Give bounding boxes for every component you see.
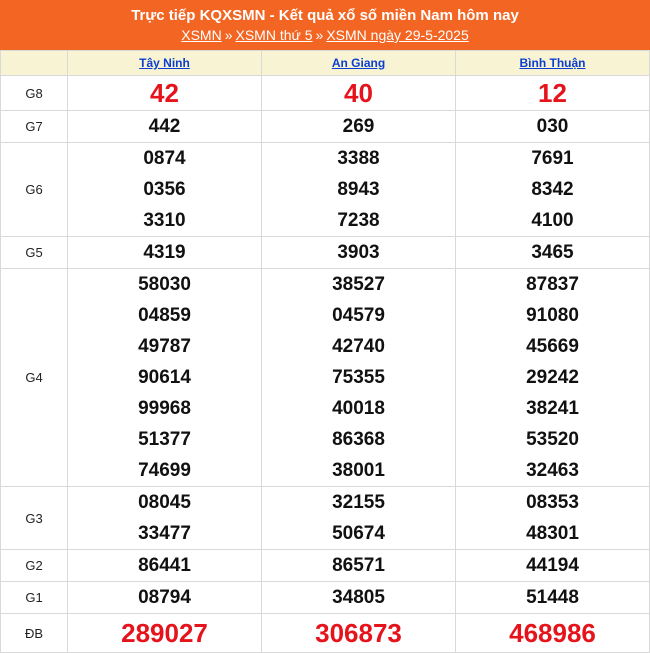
prize-number: 8342: [531, 179, 574, 200]
prize-number: 42: [150, 78, 179, 108]
prize-number: 51377: [138, 429, 191, 450]
prize-number: 04859: [138, 305, 191, 326]
breadcrumb-xsmn-date[interactable]: XSMN ngày 29-5-2025: [326, 27, 469, 43]
prize-number: 7238: [337, 210, 380, 231]
prize-number: 91080: [526, 305, 579, 326]
prize-number: 3903: [337, 242, 380, 263]
prize-row: [1, 487, 650, 550]
prize-label: G4: [1, 269, 68, 487]
province-link-tay-ninh[interactable]: Tây Ninh: [139, 56, 190, 70]
prize-label: ĐB: [1, 614, 68, 653]
prize-number: 32463: [526, 460, 579, 481]
prize-cell: [262, 237, 456, 269]
province-link-binh-thuan[interactable]: Bình Thuận: [519, 56, 586, 70]
prize-number: 33477: [138, 523, 191, 544]
prize-number: 45669: [526, 336, 579, 357]
page-header: [0, 0, 650, 50]
prize-label: G1: [1, 582, 68, 614]
breadcrumb-xsmn-thu-5[interactable]: XSMN thứ 5: [235, 27, 313, 43]
prize-number: 030: [536, 116, 569, 137]
prize-cell: [456, 143, 650, 237]
prize-number: 38001: [332, 460, 385, 481]
prize-label: G5: [1, 237, 68, 269]
prize-number: 4100: [531, 210, 574, 231]
prize-number: 289027: [121, 618, 208, 648]
prize-cell: [68, 582, 262, 614]
prize-number: 7691: [531, 148, 574, 169]
prize-number: 442: [148, 116, 181, 137]
prize-cell: [456, 111, 650, 143]
prize-rows: [1, 76, 650, 653]
province-header-row: [1, 51, 650, 76]
province-header: [68, 51, 262, 76]
prize-number: 75355: [332, 367, 385, 388]
prize-label: G3: [1, 487, 68, 550]
prize-number: 3465: [531, 242, 574, 263]
prize-number: 51448: [526, 587, 579, 608]
prize-cell: [456, 582, 650, 614]
prize-row: [1, 582, 650, 614]
breadcrumb-separator: »: [224, 27, 233, 43]
prize-number: 8943: [337, 179, 380, 200]
prize-cell: [68, 237, 262, 269]
prize-number: 38527: [332, 274, 385, 295]
prize-number: 86571: [332, 555, 385, 576]
results-table: [0, 50, 650, 653]
prize-number: 87837: [526, 274, 579, 295]
prize-number: 38241: [526, 398, 579, 419]
prize-cell: [68, 550, 262, 582]
prize-cell: [262, 269, 456, 487]
prize-cell: [456, 76, 650, 111]
prize-label: G7: [1, 111, 68, 143]
province-header: [456, 51, 650, 76]
breadcrumb: [0, 26, 650, 44]
prize-number: 40: [344, 78, 373, 108]
prize-cell: [262, 111, 456, 143]
prize-label: G6: [1, 143, 68, 237]
prize-number: 4319: [143, 242, 186, 263]
prize-cell: [262, 550, 456, 582]
prize-cell: [262, 143, 456, 237]
prize-cell: [68, 487, 262, 550]
page-title: Trực tiếp KQXSMN - Kết quả xổ số miền Nam hôm nay: [131, 7, 519, 24]
province-header: [262, 51, 456, 76]
prize-number: 0874: [143, 148, 186, 169]
prize-number: 468986: [509, 618, 596, 648]
prize-cell: [262, 76, 456, 111]
prize-cell: [262, 582, 456, 614]
prize-row: [1, 76, 650, 111]
breadcrumb-separator: »: [315, 27, 324, 43]
prize-number: 08045: [138, 492, 191, 513]
prize-number: 50674: [332, 523, 385, 544]
prize-number: 29242: [526, 367, 579, 388]
prize-number: 08794: [138, 587, 191, 608]
prize-cell: [68, 76, 262, 111]
prize-cell: [68, 269, 262, 487]
prize-row: [1, 237, 650, 269]
prize-number: 53520: [526, 429, 579, 450]
prize-number: 48301: [526, 523, 579, 544]
prize-number: 269: [342, 116, 375, 137]
prize-cell: [456, 237, 650, 269]
prize-number: 32155: [332, 492, 385, 513]
prize-number: 0356: [143, 179, 186, 200]
prize-cell: [68, 143, 262, 237]
prize-row: [1, 550, 650, 582]
prize-row: [1, 143, 650, 237]
prize-label: G8: [1, 76, 68, 111]
prize-number: 306873: [315, 618, 402, 648]
prize-number: 40018: [332, 398, 385, 419]
prize-number: 04579: [332, 305, 385, 326]
prize-number: 44194: [526, 555, 579, 576]
prize-number: 34805: [332, 587, 385, 608]
prize-number: 42740: [332, 336, 385, 357]
prize-number: 86368: [332, 429, 385, 450]
prize-number: 3310: [143, 210, 186, 231]
prize-row: [1, 111, 650, 143]
prize-cell: [456, 550, 650, 582]
prize-number: 3388: [337, 148, 380, 169]
prize-cell: [456, 487, 650, 550]
prize-cell: [68, 111, 262, 143]
prize-number: 12: [538, 78, 567, 108]
prize-number: 08353: [526, 492, 579, 513]
prize-column-header: [1, 51, 68, 76]
prize-number: 99968: [138, 398, 191, 419]
prize-number: 49787: [138, 336, 191, 357]
prize-number: 58030: [138, 274, 191, 295]
prize-row: [1, 269, 650, 487]
breadcrumb-xsmn[interactable]: XSMN: [181, 27, 222, 43]
prize-number: 90614: [138, 367, 191, 388]
prize-number: 74699: [138, 460, 191, 481]
prize-cell: [456, 269, 650, 487]
prize-cell: [262, 487, 456, 550]
prize-label: G2: [1, 550, 68, 582]
province-link-an-giang[interactable]: An Giang: [331, 56, 386, 70]
prize-number: 86441: [138, 555, 191, 576]
